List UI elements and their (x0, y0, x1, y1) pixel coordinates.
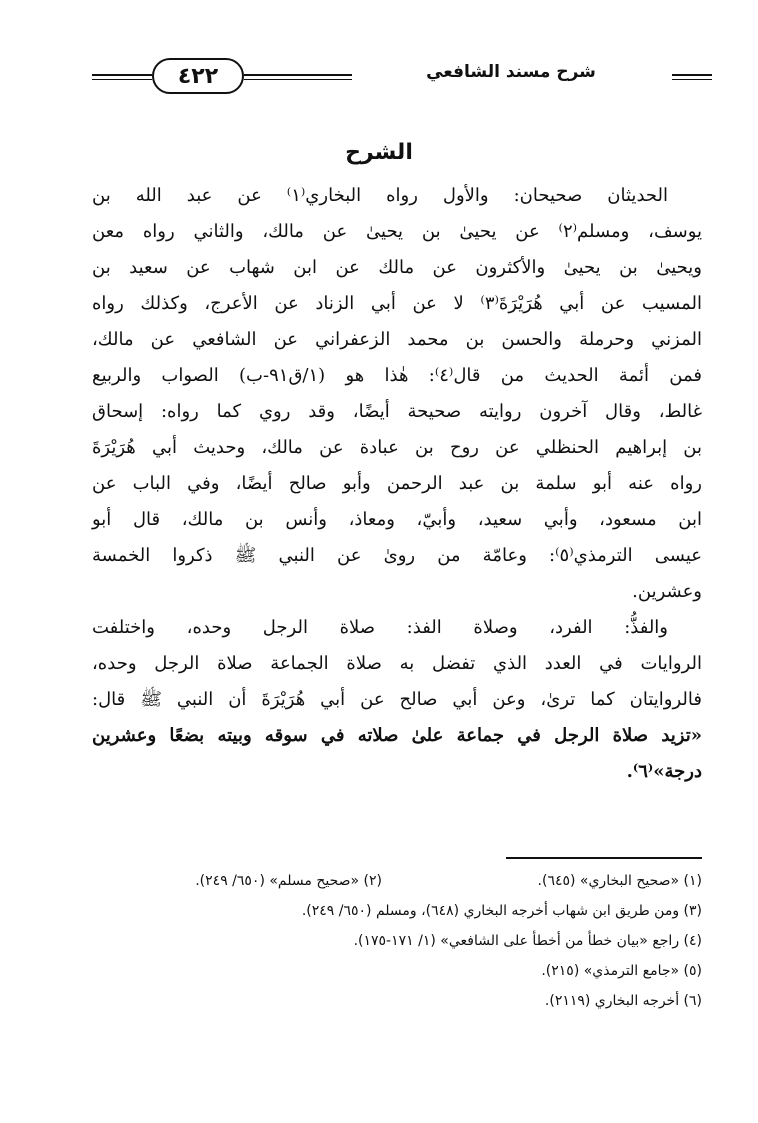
header-rule-right (672, 74, 712, 80)
body-line: رواه عنه أبو سلمة بن عبد الرحمن وأبو صالح أيضًا، وفي الباب عن (92, 473, 702, 494)
footnote-3: (٣) ومن طريق ابن شهاب أخرجه البخاري (٦٤٨)، ومسلم (٦٥٠/ ٢٤٩). (301, 903, 702, 919)
body-line: فمن أئمة الحديث من قال⁽٤⁾: هٰذا هو (١/ق٩١-ب) الصواب والربيع (92, 365, 702, 386)
header-rule-middle (244, 74, 352, 80)
body-line: والفذُّ: الفرد، وصلاة الفذ: صلاة الرجل وحده، واختلفت (92, 617, 668, 638)
body-line: المزني وحرملة والحسن بن محمد الزعفراني عن الشافعي عن مالك، (92, 329, 702, 350)
hadith-quote-line: «تزيد صلاة الرجل في جماعة علىٰ صلاته في سوقه وبيته بضعًا وعشرين (92, 725, 702, 746)
footnote-2: (٢) «صحيح مسلم» (٦٥٠/ ٢٤٩). (195, 873, 382, 889)
footnotes (92, 866, 702, 1016)
header-rule-left (92, 74, 152, 80)
section-heading: الشرح (345, 140, 413, 165)
footnote-separator (506, 857, 702, 859)
body-line: المسيب عن أبي هُرَيْرَةَ⁽٣⁾ لا عن أبي الزناد عن الأعرج، وكذلك رواه (92, 293, 702, 314)
footnote-5: (٥) «جامع الترمذي» (٢١٥). (541, 963, 702, 979)
footnote-6: (٦) أخرجه البخاري (٢١١٩). (544, 993, 702, 1009)
body-line: ابن مسعود، وأبي سعيد، وأبيّ، ومعاذ، وأنس بن مالك، قال أبو (92, 509, 702, 530)
body-line: الروايات في العدد الذي تفضل به صلاة الجماعة صلاة الرجل وحده، (92, 653, 702, 674)
commentary-body (92, 178, 702, 790)
body-line: وعشرين. (632, 581, 702, 602)
body-line: يوسف، ومسلم⁽٢⁾ عن يحيىٰ بن يحيىٰ عن مالك، والثاني رواه معن (92, 221, 702, 242)
body-line: بن إبراهيم الحنظلي عن روح بن عبادة عن مالك، وحديث أبي هُرَيْرَةَ (92, 437, 702, 458)
hadith-quote-line: درجة»⁽٦⁾. (626, 761, 702, 782)
body-line: الحديثان صحيحان: والأول رواه البخاري⁽١⁾ عن عبد الله بن (92, 185, 668, 206)
footnote-1: (١) «صحيح البخاري» (٦٤٥). (537, 873, 702, 889)
body-line: عيسى الترمذي⁽٥⁾: وعامّة من روىٰ عن النبي ﷺ ذكروا الخمسة (92, 545, 702, 566)
body-line: غالط، وقال آخرون روايته صحيحة أيضًا، وقد روي كما رواه: إسحاق (92, 401, 702, 422)
body-line: ويحيىٰ بن يحيىٰ والأكثرون عن مالك عن ابن شهاب عن سعيد بن (92, 257, 702, 278)
footnote-4: (٤) راجع «بيان خطأ من أخطأ على الشافعي» (١/ ١٧١-١٧٥). (353, 933, 702, 949)
footnote-row (92, 866, 702, 896)
page-number-badge: ٤٢٢ (152, 58, 244, 94)
page-header (92, 58, 712, 98)
body-line: فالروايتان كما ترىٰ، وعن أبي صالح عن أبي هُرَيْرَةَ أن النبي ﷺ قال: (92, 689, 702, 710)
running-title: شرح مسند الشافعي (426, 62, 596, 82)
